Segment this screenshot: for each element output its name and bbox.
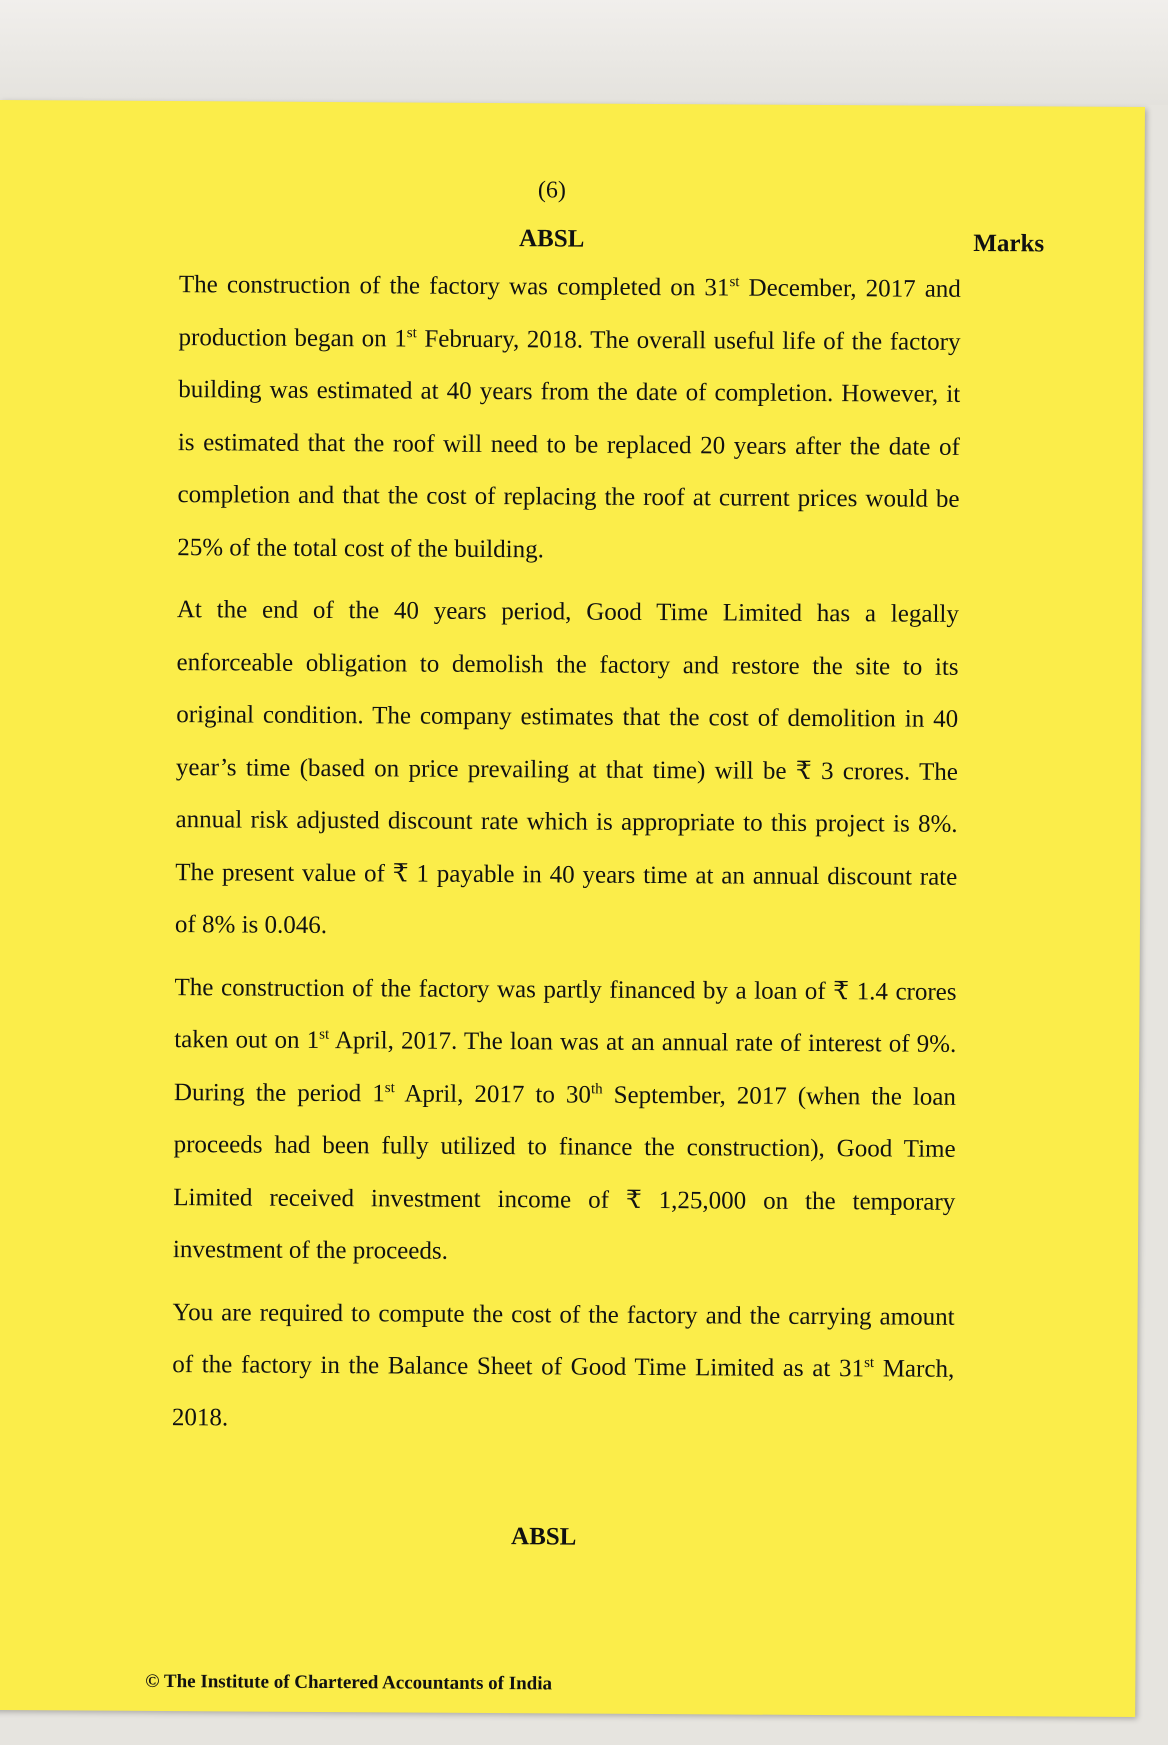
copyright-notice: © The Institute of Chartered Accountants of India: [145, 1670, 553, 1695]
ordinal-superscript: st: [319, 1026, 330, 1043]
paragraph: The construction of the factory was partly financed by a loan of ₹ 1.4 crores taken out on 1st April, 2017. The loan was at an annual rate of interest of 9%. During the period 1st April, 2017 to 30th September, 2017 (when the loan proceeds had been fully utilized to finance the construction), Good Time Limited received investment income of ₹ 1,25,000 on the temporary investment of the proceeds.: [172, 973, 957, 1265]
ordinal-superscript: st: [406, 324, 417, 341]
paragraph: You are required to compute the cost of the factory and the carrying amount of the factory in the Balance Sheet of Good Time Limited as at 31st March, 2018.: [171, 1298, 955, 1431]
ordinal-superscript: th: [590, 1080, 603, 1097]
ordinal-superscript: st: [729, 274, 740, 291]
marks-column-label: Marks: [973, 229, 1045, 258]
footer-paper-code: ABSL: [510, 1523, 577, 1551]
paragraph: At the end of the 40 years period, Good Time Limited has a legally enforceable obligation to demolish the factory and restore the site to its original condition. The company estimates that the cost of demolition in 40 year’s time (based on price prevailing at that time) will be ₹ 3 crores. The annual risk adjusted discount rate which is appropriate to this project is 8%. The present value of ₹ 1 payable in 40 years time at an annual discount rate of 8% is 0.046.: [174, 596, 959, 940]
background-top-strip: [0, 0, 1168, 105]
paragraph: The construction of the factory was completed on 31st December, 2017 and production began on 1st February, 2018. The overall useful life of the factory building was estimated at 40 years from the date of completion. However, it is estimated that the roof will need to be replaced 20 years after the date of completion and that the cost of replacing the roof at current prices would be 25% of the total cost of the building.: [177, 271, 961, 563]
ordinal-superscript: st: [864, 1354, 875, 1372]
header-paper-code: ABSL: [518, 225, 585, 253]
question-body: [172, 259, 961, 1459]
ordinal-superscript: st: [384, 1079, 395, 1096]
exam-page: [0, 100, 1145, 1717]
page-number: (6): [537, 177, 567, 204]
